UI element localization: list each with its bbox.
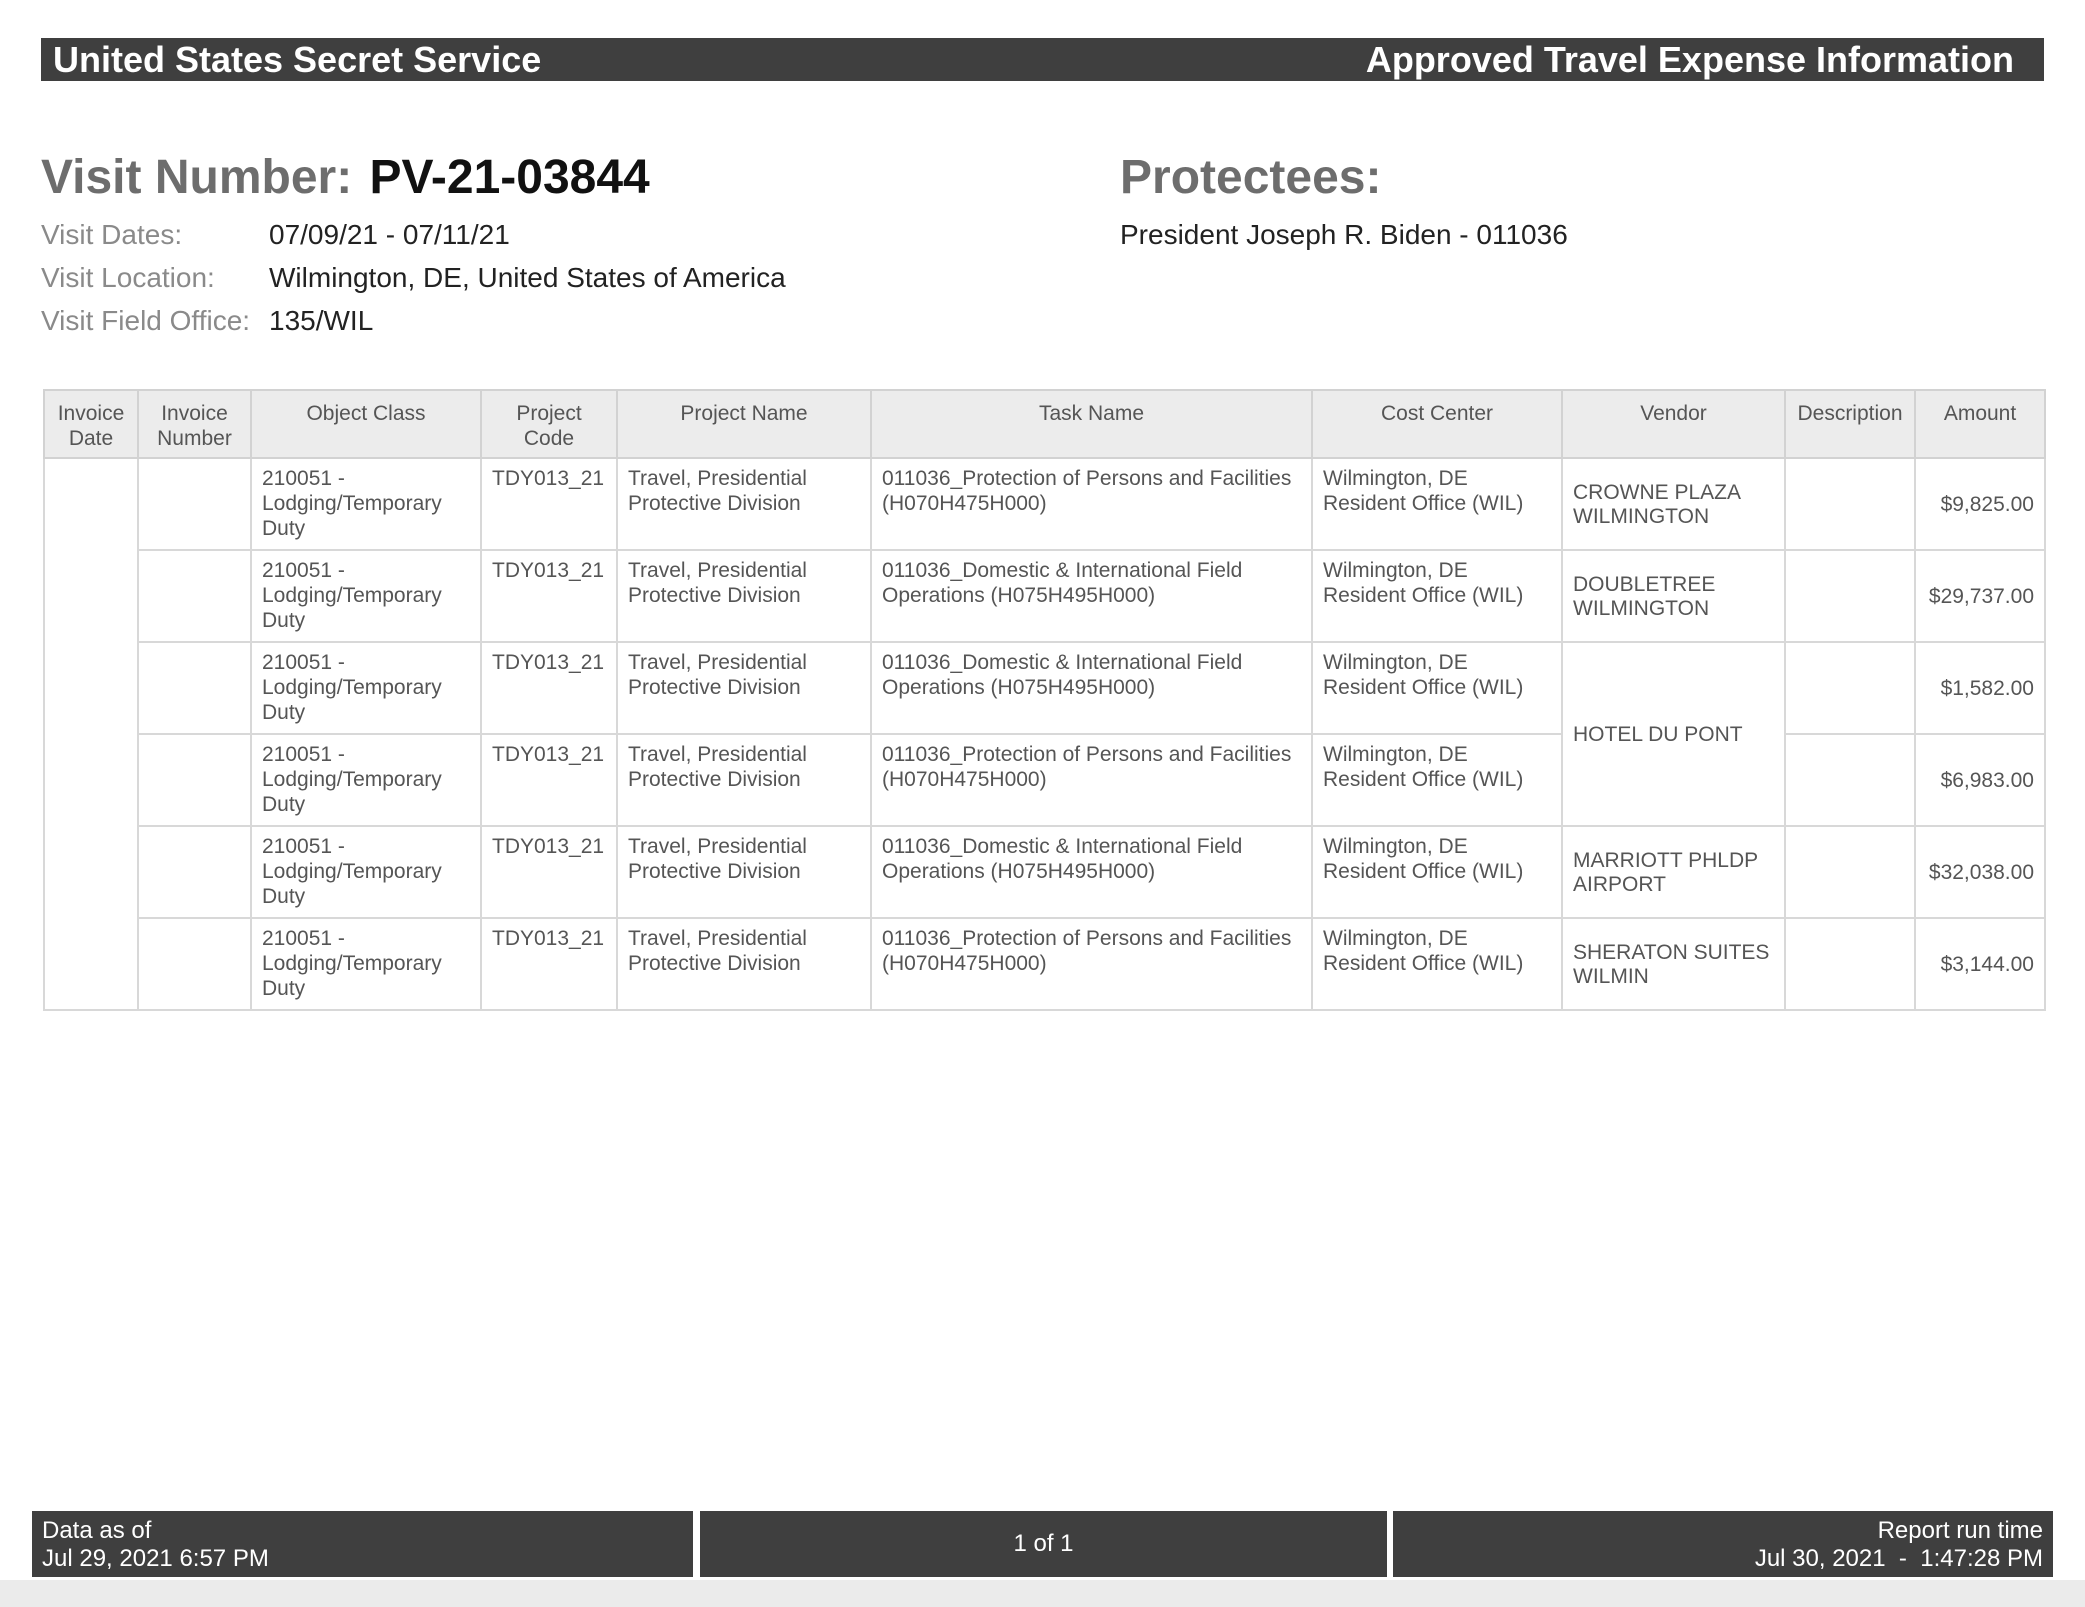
amount-cell: $1,582.00: [1915, 642, 2045, 734]
table-row: [44, 458, 2045, 550]
project-name-cell: Travel, Presidential Protective Division: [617, 734, 871, 826]
table-row: [44, 550, 2045, 642]
page-number: 1 of 1: [1013, 1530, 1074, 1557]
amount-cell: $6,983.00: [1915, 734, 2045, 826]
visit-number-heading: [41, 150, 786, 205]
visit-info: [41, 150, 786, 348]
table-row: [44, 918, 2045, 1010]
vendor-cell: CROWNE PLAZA WILMINGTON: [1562, 458, 1785, 550]
vendor-cell: SHERATON SUITES WILMIN: [1562, 918, 1785, 1010]
col-header-project-name: Project Name: [617, 390, 871, 458]
visit-field-office: 135/WIL: [269, 305, 374, 336]
cost-center-cell: Wilmington, DE Resident Office (WIL): [1312, 918, 1562, 1010]
description-cell: [1785, 550, 1915, 642]
table-row: [44, 642, 2045, 734]
visit-location-label: Visit Location:: [41, 262, 215, 293]
description-cell: [1785, 918, 1915, 1010]
col-header-task-name: Task Name: [871, 390, 1312, 458]
project-code-cell: TDY013_21: [481, 550, 617, 642]
invoice-number-cell: [138, 826, 251, 918]
object-class-cell: 210051 - Lodging/Temporary Duty: [251, 458, 481, 550]
protectees-section: [1120, 150, 1568, 251]
description-cell: [1785, 458, 1915, 550]
object-class-cell: 210051 - Lodging/Temporary Duty: [251, 642, 481, 734]
protectees-title: Protectees:: [1120, 151, 1382, 204]
project-name-cell: Travel, Presidential Protective Division: [617, 642, 871, 734]
vendor-cell: MARRIOTT PHLDP AIRPORT: [1562, 826, 1785, 918]
project-code-cell: TDY013_21: [481, 734, 617, 826]
amount-cell: $9,825.00: [1915, 458, 2045, 550]
visit-field-office-label: Visit Field Office:: [41, 305, 251, 336]
col-header-object-class: Object Class: [251, 390, 481, 458]
agency-name: United States Secret Service: [53, 38, 542, 80]
task-name-cell: 011036_Protection of Persons and Facilities (H070H475H000): [871, 734, 1312, 826]
col-header-project-code: Project Code: [481, 390, 617, 458]
visit-number-label: Visit Number:: [41, 151, 353, 204]
col-header-vendor: Vendor: [1562, 390, 1785, 458]
invoice-number-cell: [138, 458, 251, 550]
object-class-cell: 210051 - Lodging/Temporary Duty: [251, 550, 481, 642]
col-header-invoice-date: Invoice Date: [44, 390, 138, 458]
project-code-cell: TDY013_21: [481, 642, 617, 734]
data-as-of-value: Jul 29, 2021 6:57 PM: [42, 1544, 269, 1572]
visit-dates: 07/09/21 - 07/11/21: [269, 219, 510, 250]
description-cell: [1785, 642, 1915, 734]
invoice-number-cell: [138, 642, 251, 734]
col-header-description: Description: [1785, 390, 1915, 458]
invoice-number-cell: [138, 550, 251, 642]
visit-dates-label: Visit Dates:: [41, 219, 183, 250]
vendor-cell: HOTEL DU PONT: [1562, 642, 1785, 826]
expense-table: [43, 389, 2046, 1011]
footer-data-as-of: [32, 1511, 693, 1577]
visit-location: Wilmington, DE, United States of America: [269, 262, 786, 293]
footer-report-run-time: [1393, 1511, 2053, 1577]
visit-field-office-row: [41, 305, 786, 348]
task-name-cell: 011036_Protection of Persons and Facilities (H070H475H000): [871, 918, 1312, 1010]
table-row: [44, 826, 2045, 918]
header-banner: [41, 38, 2044, 81]
invoice-number-cell: [138, 918, 251, 1010]
protectee-name: President Joseph R. Biden - 011036: [1120, 219, 1568, 250]
project-name-cell: Travel, Presidential Protective Division: [617, 918, 871, 1010]
project-name-cell: Travel, Presidential Protective Division: [617, 550, 871, 642]
task-name-cell: 011036_Domestic & International Field Operations (H075H495H000): [871, 642, 1312, 734]
col-header-invoice-number: Invoice Number: [138, 390, 251, 458]
project-name-cell: Travel, Presidential Protective Division: [617, 458, 871, 550]
project-code-cell: TDY013_21: [481, 458, 617, 550]
visit-dates-row: [41, 219, 786, 262]
object-class-cell: 210051 - Lodging/Temporary Duty: [251, 734, 481, 826]
table-header-row: [44, 390, 2045, 458]
amount-cell: $29,737.00: [1915, 550, 2045, 642]
data-as-of-label: Data as of: [42, 1517, 152, 1544]
col-header-cost-center: Cost Center: [1312, 390, 1562, 458]
amount-cell: $32,038.00: [1915, 826, 2045, 918]
col-header-amount: Amount: [1915, 390, 2045, 458]
cost-center-cell: Wilmington, DE Resident Office (WIL): [1312, 458, 1562, 550]
invoice-date-cell: [44, 458, 138, 1010]
footer-page-indicator: [700, 1511, 1387, 1577]
vendor-cell: DOUBLETREE WILMINGTON: [1562, 550, 1785, 642]
page-bottom-strip: [0, 1580, 2085, 1607]
task-name-cell: 011036_Protection of Persons and Facilities (H070H475H000): [871, 458, 1312, 550]
object-class-cell: 210051 - Lodging/Temporary Duty: [251, 918, 481, 1010]
run-time-label: Report run time: [1877, 1517, 2043, 1544]
task-name-cell: 011036_Domestic & International Field Operations (H075H495H000): [871, 550, 1312, 642]
description-cell: [1785, 734, 1915, 826]
run-time-value: Jul 30, 2021 - 1:47:28 PM: [1754, 1544, 2043, 1572]
object-class-cell: 210051 - Lodging/Temporary Duty: [251, 826, 481, 918]
amount-cell: $3,144.00: [1915, 918, 2045, 1010]
cost-center-cell: Wilmington, DE Resident Office (WIL): [1312, 734, 1562, 826]
project-code-cell: TDY013_21: [481, 918, 617, 1010]
cost-center-cell: Wilmington, DE Resident Office (WIL): [1312, 642, 1562, 734]
visit-number: PV-21-03844: [369, 151, 650, 204]
project-code-cell: TDY013_21: [481, 826, 617, 918]
project-name-cell: Travel, Presidential Protective Division: [617, 826, 871, 918]
task-name-cell: 011036_Domestic & International Field Operations (H075H495H000): [871, 826, 1312, 918]
cost-center-cell: Wilmington, DE Resident Office (WIL): [1312, 550, 1562, 642]
invoice-number-cell: [138, 734, 251, 826]
report-title: Approved Travel Expense Information: [1365, 38, 2014, 80]
visit-location-row: [41, 262, 786, 305]
cost-center-cell: Wilmington, DE Resident Office (WIL): [1312, 826, 1562, 918]
description-cell: [1785, 826, 1915, 918]
